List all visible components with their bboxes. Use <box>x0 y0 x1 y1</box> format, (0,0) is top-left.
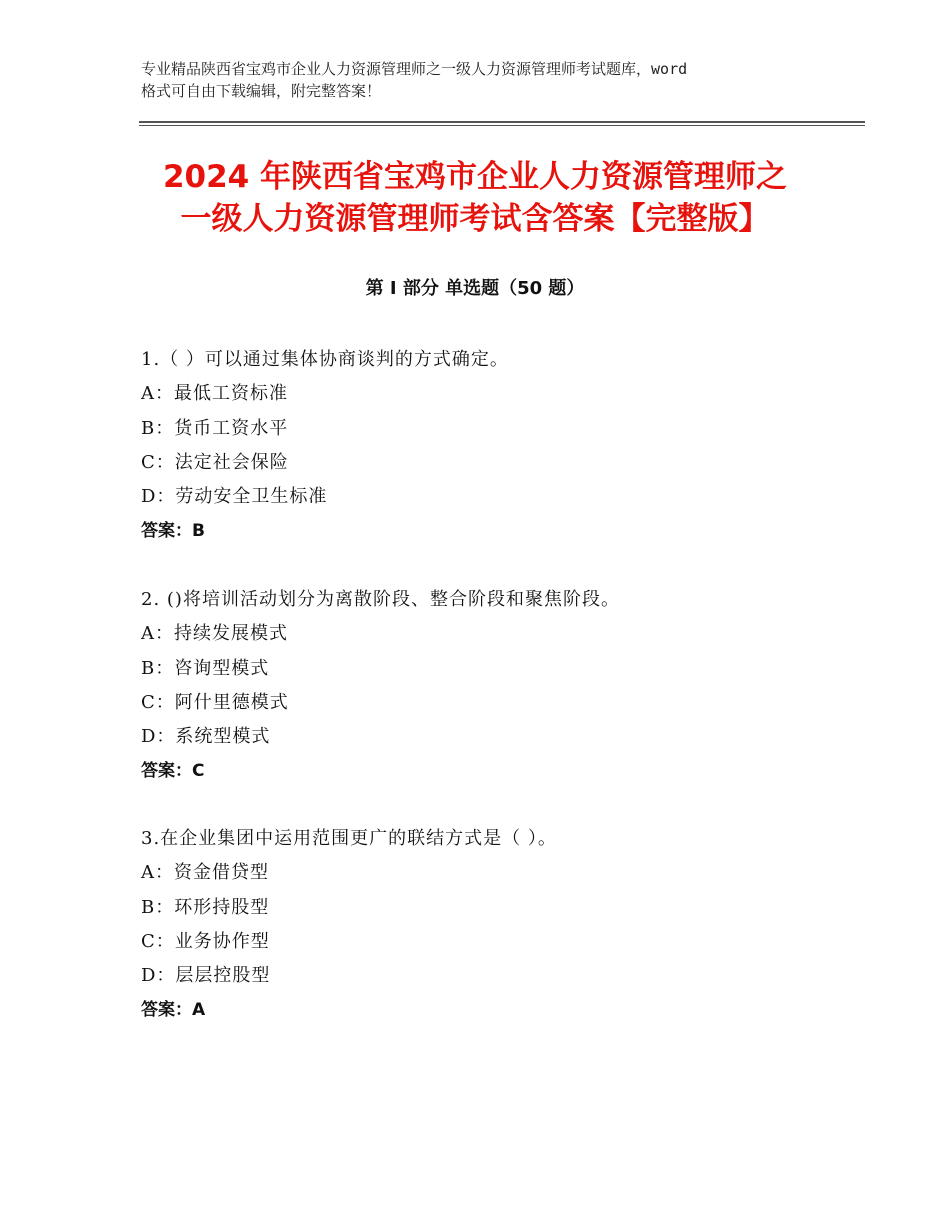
option-b: B：咨询型模式 <box>141 657 270 679</box>
question-1 <box>141 343 861 549</box>
header-note-line-2: 格式可自由下载编辑，附完整答案！ <box>141 82 382 100</box>
header-rule-thin <box>139 125 865 126</box>
answer: 答案：C <box>141 761 205 782</box>
option-c: C：阿什里德模式 <box>141 691 289 713</box>
question-stem: 1.（ ）可以通过集体协商谈判的方式确定。 <box>141 349 509 370</box>
option-a: A：最低工资标准 <box>141 383 288 405</box>
header-rule-thick <box>139 121 865 123</box>
document-title <box>60 156 890 240</box>
option-d: D：层层控股型 <box>141 965 271 987</box>
option-a: A：持续发展模式 <box>141 623 288 645</box>
option-c: C：业务协作型 <box>141 930 270 952</box>
answer: 答案：A <box>141 1000 206 1021</box>
option-b: B：环形持股型 <box>141 896 270 918</box>
question-2 <box>141 583 861 789</box>
question-stem: 2. ()将培训活动划分为离散阶段、整合阶段和聚焦阶段。 <box>141 589 620 610</box>
header-note <box>141 58 831 102</box>
section-heading: 第 I 部分 单选题（50 题） <box>365 278 585 299</box>
option-d: D：系统型模式 <box>141 726 271 748</box>
option-c: C：法定社会保险 <box>141 451 289 473</box>
option-b: B：货币工资水平 <box>141 417 289 439</box>
document-title-line-2: 一级人力资源管理师考试含答案【完整版】 <box>180 201 770 237</box>
document-title-line-1: 2024 年陕西省宝鸡市企业人力资源管理师之 <box>162 159 788 195</box>
option-a: A：资金借贷型 <box>141 862 269 884</box>
question-stem: 3.在企业集团中运用范围更广的联结方式是（ ）。 <box>141 828 557 849</box>
answer: 答案：B <box>141 521 205 542</box>
question-3 <box>141 822 861 1028</box>
header-note-line-1: 专业精品陕西省宝鸡市企业人力资源管理师之一级人力资源管理师考试题库，word <box>141 60 688 78</box>
option-d: D：劳动安全卫生标准 <box>141 486 328 508</box>
